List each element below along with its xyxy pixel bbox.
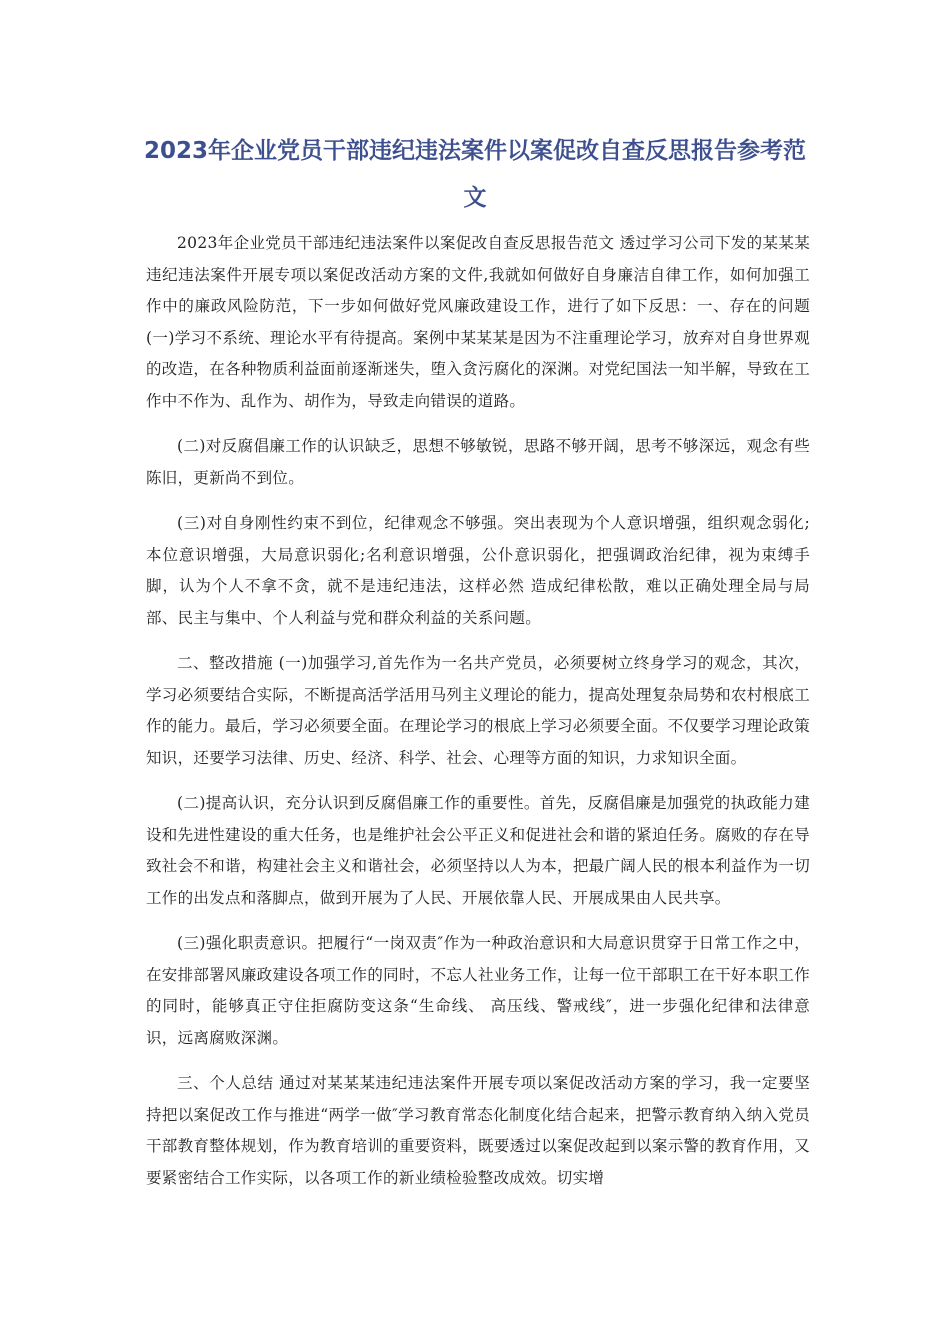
paragraph-7: 三、个人总结 通过对某某某违纪违法案件开展专项以案促改活动方案的学习，我一定要坚持把以案促改工作与推进“两学一做″学习教育常态化制度化结合起来，把警示教育纳入纳入党员干部教育整体规划，作为教育培训的重要资料，既要透过以案促改起到以案示警的教育作用，又要紧密结合工作实际，以各项工作的新业绩检验整改成效。切实增: [146, 1074, 810, 1187]
document-title: 2023年企业党员干部违纪违法案件以案促改自查反思报告参考范文: [143, 138, 806, 211]
paragraph-4: 二、整改措施 (一)加强学习,首先作为一名共产党员，必须要树立终身学习的观念，其次，学习必须要结合实际，不断提高活学活用马列主义理论的能力，提高处理复杂局势和农村根底工作的能力。最后，学习必须要全面。在理论学习的根底上学习必须要全面。不仅要学习理论政策知识，还要学习法律、历史、经济、科学、社会、心理等方面的知识，力求知识全面。: [146, 654, 810, 767]
paragraph-6: (三)强化职责意识。把履行“一岗双责″作为一种政治意识和大局意识贯穿于日常工作之中，在安排部署风廉政建设各项工作的同时，不忘人社业务工作，让每一位干部职工在干好本职工作的同时，能够真正守住拒腐防变这条“生命线、 高压线、警戒线″，进一步强化纪律和法律意识，远离腐败深渊。: [146, 934, 810, 1047]
paragraph-5: (二)提高认识，充分认识到反腐倡廉工作的重要性。首先，反腐倡廉是加强党的执政能力建设和先进性建设的重大任务，也是维护社会公平正义和促进社会和谐的紧迫任务。腐败的存在导致社会不和谐，构建社会主义和谐社会，必须坚持以人为本，把最广阔人民的根本利益作为一切工作的出发点和落脚点，做到开展为了人民、开展依靠人民、开展成果由人民共享。: [146, 794, 810, 907]
paragraph-2: (二)对反腐倡廉工作的认识缺乏，思想不够敏锐，思路不够开阔，思考不够深远，观念有些陈旧，更新尚不到位。: [146, 437, 810, 487]
paragraph-1: 2023年企业党员干部违纪违法案件以案促改自查反思报告范文 透过学习公司下发的某某某违纪违法案件开展专项以案促改活动方案的文件,我就如何做好自身廉洁自律工作，如何加强工作中的廉政风险防范，下一步如何做好党风廉政建设工作，进行了如下反思：一、存在的问题 (一)学习不系统、理论水平有待提高。案例中某某某是因为不注重理论学习，放弃对自身世界观的改造，在各种物质利益面前逐渐迷失，堕入贪污腐化的深渊。对党纪国法一知半解，导致在工作中不作为、乱作为、胡作为，导致走向错误的道路。: [146, 234, 810, 410]
paragraph-3: (三)对自身刚性约束不到位，纪律观念不够强。突出表现为个人意识增强，组织观念弱化;本位意识增强，大局意识弱化;名利意识增强，公仆意识弱化，把强调政治纪律，视为束缚手脚，认为个人不拿不贪，就不是违纪违法，这样必然 造成纪律松散，难以正确处理全局与局部、民主与集中、个人利益与党和群众利益的关系问题。: [146, 514, 810, 627]
document-body: [146, 228, 810, 1208]
